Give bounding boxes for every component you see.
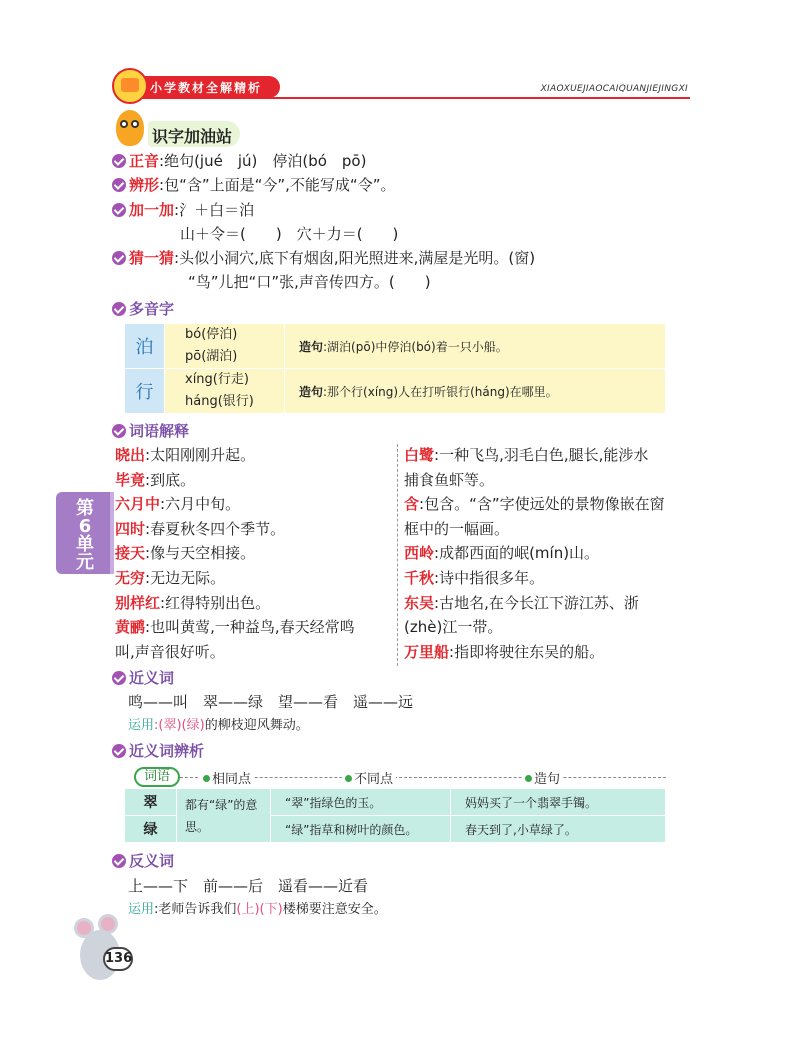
polyphone-example: 造句:湖泊(pō)中停泊(bó)着一只小船。 [285, 324, 666, 369]
polyphone-char: 行 [125, 369, 165, 414]
synonym-pairs: 鸣——叫 翠——绿 望——看 遥——远 [128, 693, 414, 711]
compare-col-sentence: 造句 [522, 768, 563, 787]
antonym-pairs: 上——下 前——后 遥看——近看 [128, 877, 369, 895]
header-rule [118, 97, 690, 99]
mascot-eye-icon [131, 120, 139, 128]
list-item: 晓出:太阳刚刚升起。 [115, 446, 256, 464]
series-code: XIAOXUEJIAOCAIQUANJIEJINGXI [540, 84, 688, 94]
shape-line: 辨形:包“含”上面是“今”,不能写成“令”。 [112, 175, 395, 195]
polyphone-readings: bó(停泊) pō(湖泊) [165, 324, 285, 369]
compare-col-same: 相同点 [200, 768, 254, 787]
mascot-eye-icon [120, 120, 128, 128]
check-icon [112, 744, 126, 758]
polyphone-example: 造句:那个行(xíng)人在打听银行(háng)在哪里。 [285, 369, 666, 414]
list-item: 接天:像与天空相接。 [115, 544, 256, 563]
table-row [125, 324, 666, 369]
riddle-line-2: “鸟”儿把“口”张,声音传四方。( ) [188, 273, 431, 291]
dot-icon [345, 775, 352, 782]
polyphone-table [124, 323, 666, 414]
compare-tag: 词语 [134, 767, 180, 787]
unit-side-tab: 第 6 单 元 [56, 492, 114, 574]
list-item: 毕竟:到底。 [115, 470, 196, 489]
compare-common: 都有“绿”的意思。 [177, 789, 271, 843]
section-title-synonyms: 近义词 [112, 668, 174, 688]
section-title-polyphone: 多音字 [112, 299, 174, 319]
section-title-antonyms: 反义词 [112, 851, 174, 871]
check-icon [112, 178, 126, 192]
synonym-compare-table [124, 788, 666, 843]
list-item-cont: (zhè)江一带。 [404, 618, 503, 637]
list-item: 含:包含。“含”字使远处的景物像嵌在窗 [404, 495, 665, 514]
section-title-synonym-compare: 近义词辨析 [112, 741, 204, 761]
list-item-cont: 捕食鱼虾等。 [404, 470, 495, 489]
list-item: 西岭:成都西面的岷(mín)山。 [404, 544, 600, 563]
list-item: 六月中:六月中旬。 [115, 495, 241, 514]
list-item: 别样红:红得特别出色。 [115, 593, 271, 612]
list-item-cont: 叫,声音很好听。 [115, 642, 225, 661]
table-row: 绿 “绿”指草和树叶的颜色。 春天到了,小草绿了。 [125, 816, 666, 843]
list-item: 四时:春夏秋冬四个季节。 [115, 519, 286, 538]
table-row: 翠 都有“绿”的意思。 “翠”指绿色的玉。 妈妈买了一个翡翠手镯。 [125, 789, 666, 816]
pronunciation-line: 正音:绝句(jué jú) 停泊(bó pō) [112, 151, 366, 171]
section-title-vocab: 词语解释 [112, 421, 189, 441]
add-line-2: 山＋令＝( ) 穴＋力＝( ) [180, 225, 399, 243]
list-item: 白鹭:一种飞鸟,羽毛白色,腿长,能涉水 [404, 446, 649, 464]
list-item: 东吴:古地名,在今长江下游江苏、浙 [404, 593, 639, 612]
section-title-literacy: 识字加油站 [148, 121, 240, 147]
list-item: 千秋:诗中指很多年。 [404, 568, 545, 587]
table-row [125, 369, 666, 414]
compare-col-diff: 不同点 [342, 768, 396, 787]
check-icon [112, 203, 126, 217]
check-icon [112, 424, 126, 438]
check-icon [112, 251, 126, 265]
check-icon [112, 302, 126, 316]
synonym-usage: 运用:(翠)(绿)的柳枝迎风舞动。 [128, 718, 309, 733]
check-icon [112, 854, 126, 868]
polyphone-char: 泊 [125, 324, 165, 369]
add-line: 加一加:氵＋白＝泊 [112, 200, 254, 220]
list-item: 黄鹂:也叫黄莺,一种益鸟,春天经常鸣 [115, 618, 355, 637]
list-item: 万里船:指即将驶往东吴的船。 [404, 642, 605, 661]
header-title: 小学教材全解精析 [150, 81, 263, 95]
list-item-cont: 框中的一幅画。 [404, 519, 510, 538]
dot-icon [525, 775, 532, 782]
page-number: 136 [103, 947, 133, 971]
vocab-left-column [115, 443, 395, 664]
column-divider [397, 444, 398, 666]
list-item: 无穷:无边无际。 [115, 568, 226, 587]
riddle-line: 猜一猜:头似小洞穴,底下有烟囱,阳光照进来,满屋是光明。(窗) [112, 248, 535, 268]
check-icon [112, 671, 126, 685]
mascot-icon [116, 110, 144, 146]
antonym-usage: 运用:老师告诉我们(上)(下)楼梯要注意安全。 [128, 902, 387, 917]
dot-icon [203, 775, 210, 782]
vocab-right-column [404, 443, 670, 664]
side-tab-edge [110, 492, 114, 574]
logo-book-icon [121, 78, 139, 92]
check-icon [112, 154, 126, 168]
polyphone-readings: xíng(行走) háng(银行) [165, 369, 285, 414]
